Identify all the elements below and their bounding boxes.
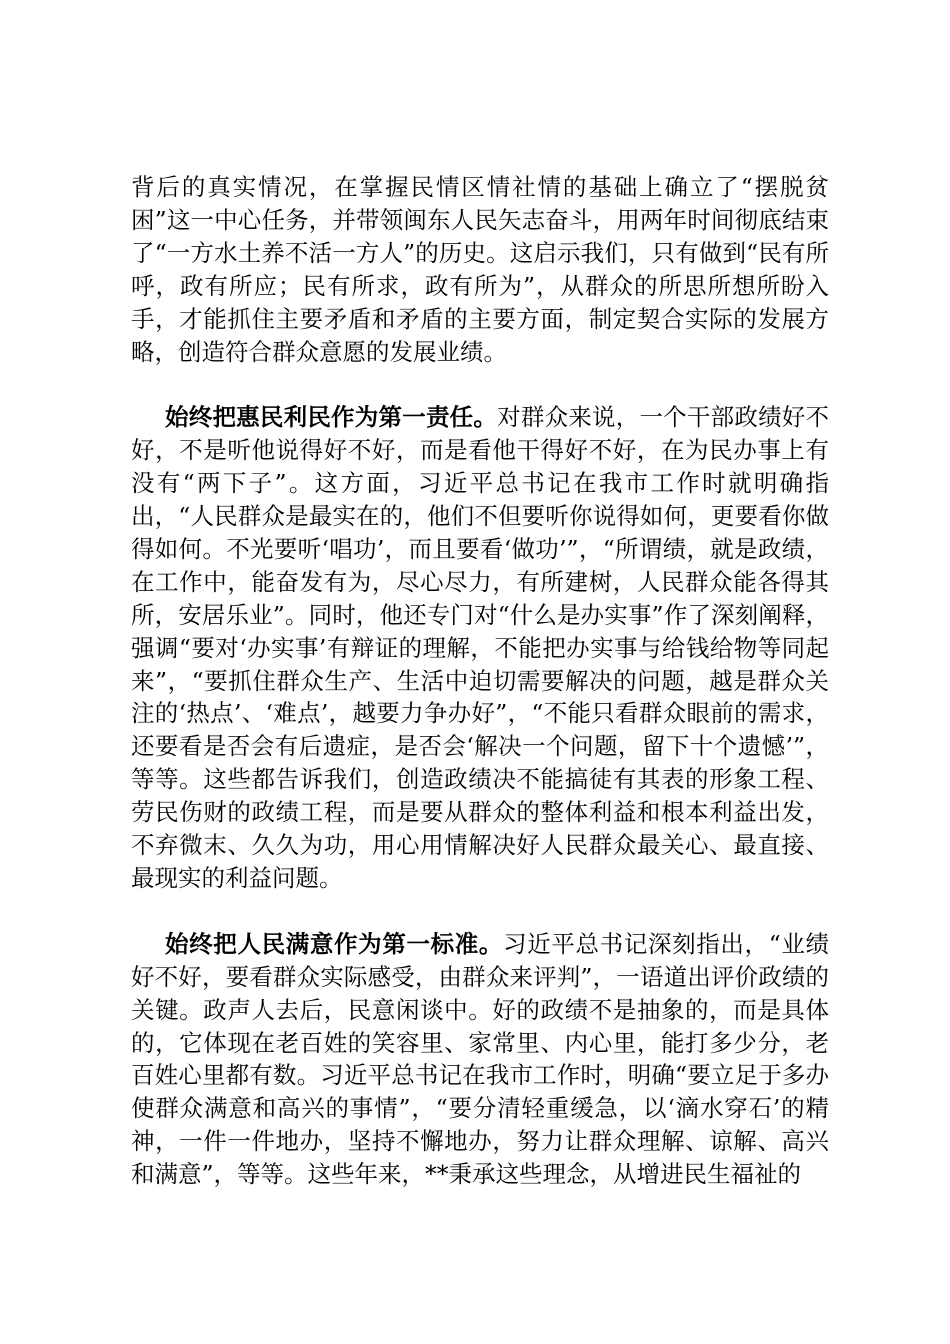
paragraph-responsibility	[131, 401, 829, 895]
paragraph-text: 习近平总书记深刻指出，“业绩好不好，要看群众实际感受，由群众来评判”，一语道出评价政绩的关键。政声人去后，民意闲谈中。好的政绩不是抽象的，而是具体的，它体现在老百姓的笑容里、家常里、内心里，能打多少分，老百姓心里都有数。习近平总书记在我市工作时，明确“要立足于多办使群众满意和高兴的事情”，“要分清轻重缓急，以‘滴水穿石’的精神，一件一件地办，坚持不懈地办，努力让群众理解、谅解、高兴和满意”，等等。这些年来，**秉承这些理念，从增进民生福祉的	[131, 929, 830, 1189]
paragraph-text: 对群众来说，一个干部政绩好不好，不是听他说得好不好，而是看他干得好不好，在为民办事上有没有“两下子”。这方面，习近平总书记在我市工作时就明确指出，“人民群众是最实在的，他们不但要听你说得如何，更要看你做得如何。不光要听‘唱功’，而且要看‘做功’”，“所谓绩，就是政绩，在工作中，能奋发有为，尽心尽力，有所建树，人民群众能各得其所，安居乐业”。同时，他还专门对“什么是办实事”作了深刻阐释，强调“要对‘办实事’有辩证的理解，不能把办实事与给钱给物等同起来”，“要抓住群众生产、生活中迫切需要解决的问题，越是群众关注的‘热点’、‘难点’，越要力争办好”，“不能只看群众眼前的需求，还要看是否会有后遗症，是否会‘解决一个问题，留下十个遗憾’”，等等。这些都告诉我们，创造政绩决不能搞徒有其表的形象工程、劳民伤财的政绩工程，而是要从群众的整体利益和根本利益出发，不弃微末、久久为功，用心用情解决好人民群众最关心、最直接、最现实的利益问题。	[131, 403, 830, 893]
paragraph-heading: 始终把人民满意作为第一标准。	[165, 929, 504, 958]
paragraph-continuation	[131, 171, 829, 368]
paragraph-heading: 始终把惠民利民作为第一责任。	[165, 403, 498, 432]
document-page	[131, 171, 829, 1224]
paragraph-text: 背后的真实情况，在掌握民情区情社情的基础上确立了“摆脱贫困”这一中心任务，并带领闽东人民矢志奋斗，用两年时间彻底结束了“一方水土养不活一方人”的历史。这启示我们，只有做到“民有所呼，政有所应；民有所求，政有所为”，从群众的所思所想所盼入手，才能抓住主要矛盾和矛盾的主要方面，制定契合实际的发展方略，创造符合群众意愿的发展业绩。	[131, 173, 829, 366]
paragraph-standard	[131, 928, 829, 1191]
